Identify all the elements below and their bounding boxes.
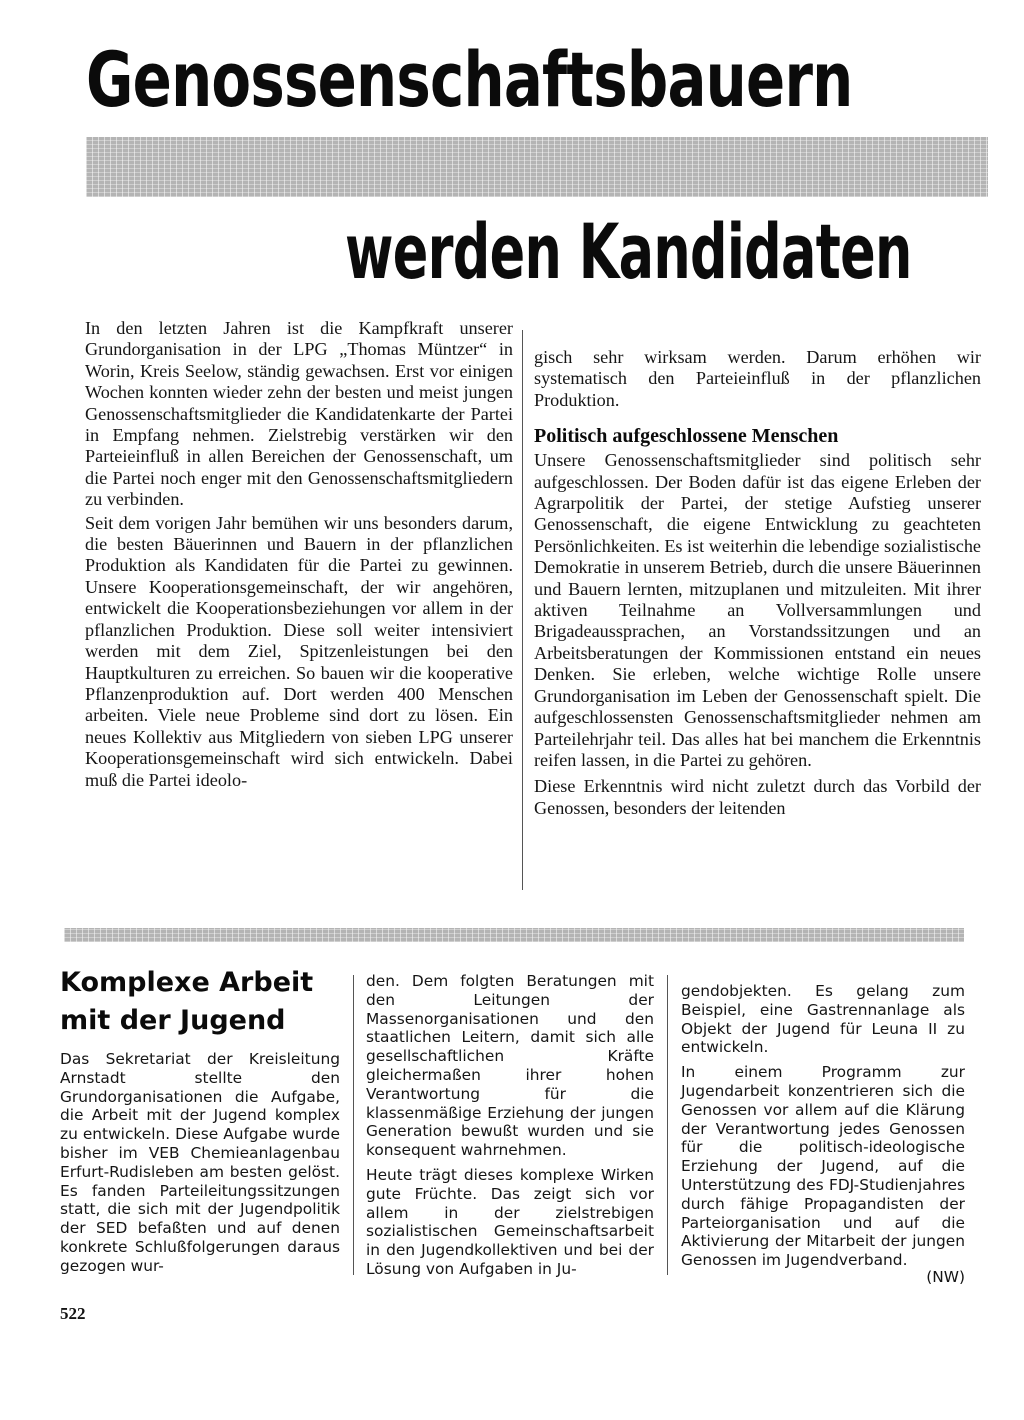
headline-line-1: Genossenschaftsbauern <box>86 35 853 124</box>
article2-paragraph-5: In einem Programm zur Jugendarbeit konzentrieren sich die Genossen vor allem auf die Klärung der Verantwortung jedes Genossen für die politisch-ideologische Erziehung der Jugend, auf die Unterstützung des FDJ-Studienjahres durch fähige Propagandisten der Parteiorganisation und auf die Aktivierung der Mitarbeit der jungen Genossen im Jugendverband. <box>681 1063 965 1270</box>
column-divider <box>522 330 523 890</box>
article2-headline-line-1: Komplexe Arbeit <box>60 967 314 998</box>
article2-headline-line-2: mit der Jugend <box>60 1005 286 1036</box>
page-number: 522 <box>60 1304 86 1323</box>
article2-paragraph-4: gendobjekten. Es gelang zum Beispiel, eine Gastrennanlage als Objekt der Jugend für Leuna II zu entwickeln. <box>681 982 965 1057</box>
headline-halftone-band <box>86 137 988 197</box>
article2-paragraph-1: Das Sekretariat der Kreisleitung Arnstadt stellte den Grundorganisationen die Aufgabe, die Arbeit mit der Jugend komplex zu entwickeln. Diese Aufgabe wurde bisher im VEB Chemieanlagenbau Erfurt-Rudisleben am besten gelöst. Es fanden Parteileitungssitzungen statt, die sich mit der Jugendpolitik der SED befaßten und auf denen konkrete Schlußfolgerungen daraus gezogen wur- <box>60 1050 340 1275</box>
article2-paragraph-3: Heute trägt dieses komplexe Wirken gute Früchte. Das zeigt sich vor allem in der zielstrebigen sozialistischen Gemeinschaftsarbeit in den Jugendkollektiven und bei der Lösung von Aufgaben in Ju- <box>366 1165 654 1278</box>
article1-paragraph-5: Diese Erkenntnis wird nicht zuletzt durch das Vorbild der Genossen, besonders der leitenden <box>534 776 981 818</box>
article1-column-1 <box>85 318 513 791</box>
article1-paragraph-2: Seit dem vorigen Jahr bemühen wir uns besonders darum, die besten Bäuerinnen und Bauern in der pflanzlichen Produktion als Kandidaten für die Partei zu gewinnen. Unsere Kooperationsgemeinschaft, der wir angehören, entwickelt die Kooperationsbeziehungen vor allem in der pflanzlichen Produktion. Diese soll weiter intensiviert werden mit dem Ziel, Spitzenleistungen bei den Hauptkulturen zu erreichen. So bauen wir die kooperative Pflanzenproduktion auf. Dort werden 400 Menschen arbeiten. Viele neue Probleme sind dort zu lösen. Ein neues Kollektiv aus Mitgliedern von sieben LPG unserer Kooperationsgemeinschaft wird sich entwickeln. Dabei muß die Partei ideolo- <box>85 512 513 790</box>
section-divider-band <box>64 928 964 942</box>
article1-paragraph-1: In den letzten Jahren ist die Kampfkraft unserer Grundorganisation in der LPG „Thomas Müntzer“ in Worin, Kreis Seelow, ständig gewachsen. Erst vor einigen Wochen konnten wieder zehn der besten und meist jungen Genossenschaftsmitglieder die Kandidatenkarte der Partei in Empfang nehmen. Zielstrebig verstärken wir den Parteieinfluß in allen Bereichen der Genossenschaft, um die Partei noch enger mit den Genossenschaftsmitgliedern zu verbinden. <box>85 318 513 510</box>
article1-paragraph-4: Unsere Genossenschaftsmitglieder sind politisch sehr aufgeschlossen. Der Boden dafür ist das eigene Erleben der Agrarpolitik der Partei, der stetige Aufstieg unserer Genossenschaft, die eigene Entwicklung zu geachteten Persönlichkeiten. Es ist weiterhin die lebendige sozialistische Demokratie in unserem Betrieb, durch die unsere Bäuerinnen und Bauern lernten, mitzuplanen und mitzuleiten. Mit ihrer aktiven Teilnahme an Vollversammlungen und Brigadeaussprachen, an Vorstandssitzungen und an Arbeitsberatungen der Kommissionen entstand ein neues Denken. Sie erleben, welche wichtige Rolle unsere Grundorganisation im Leben der Genossenschaft spielt. Die aufgeschlossensten Genossenschaftsmitglieder nehmen am Parteilehrjahr teil. Das alles hat bei manchem die Erkenntnis reifen lassen, in die Partei zu gehören. <box>534 450 981 770</box>
article2-paragraph-2: den. Dem folgten Beratungen mit den Leitungen der Massenorganisationen und den staatlichen Leitern, damit sich alle gesellschaftlichen Kräfte gleichermaßen ihrer hohen Verantwortung für die klassenmäßige Erziehung der jungen Generation bewußt wurden und sie konsequent wahrnehmen. <box>366 972 654 1160</box>
article2-column-1 <box>60 1050 340 1276</box>
article2-column-2 <box>366 972 654 1279</box>
column-divider <box>353 975 354 1275</box>
article2-signature: (NW) <box>926 1267 965 1286</box>
article1-subheading: Politisch aufgeschlossene Menschen <box>534 425 839 448</box>
article2-column-3 <box>681 982 965 1287</box>
column-divider <box>667 975 668 1275</box>
headline-line-2: werden Kandidaten <box>345 207 912 296</box>
article1-column-2 <box>534 347 981 819</box>
article2-headline <box>60 964 360 1040</box>
article1-paragraph-3: gisch sehr wirksam werden. Darum erhöhen wir systematisch den Parteieinfluß in der pflanzlichen Produktion. <box>534 347 981 410</box>
